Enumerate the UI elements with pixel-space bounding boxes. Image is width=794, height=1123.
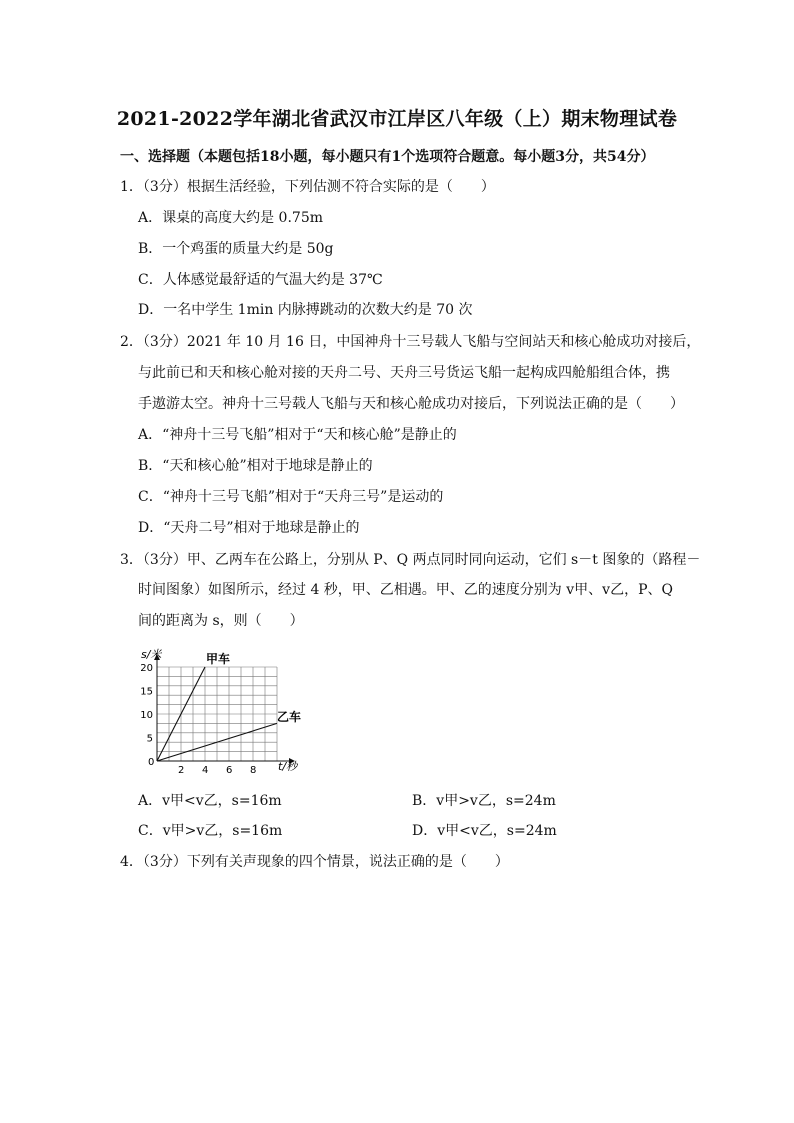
series-label-jia: 甲车 xyxy=(206,652,231,666)
question-2-line-3: 手遨游太空。神舟十三号载人飞船与天和核心舱成功对接后，下列说法正确的是（ ） xyxy=(138,396,684,412)
x-tick-label: 2 xyxy=(178,765,185,776)
section-heading: 一、选择题（本题包括18小题，每小题只有1个选项符合题意。每小题3分，共54分） xyxy=(120,149,655,165)
y-tick-label: 15 xyxy=(140,686,153,698)
question-4-stem: 4．（3分）下列有关声现象的四个情景，说法正确的是（ ） xyxy=(120,854,509,870)
question-3-option-b[interactable]: B．v甲>v乙，s=24m xyxy=(412,793,556,809)
question-1-option-a[interactable]: A．课桌的高度大约是 0.75m xyxy=(138,210,324,226)
question-1-option-d[interactable]: D．一名中学生 1min 内脉搏跳动的次数大约是 70 次 xyxy=(138,302,473,318)
question-1-option-b[interactable]: B．一个鸡蛋的质量大约是 50g xyxy=(138,241,334,257)
y-tick-label: 20 xyxy=(140,663,153,674)
question-2-option-a[interactable]: A．“神舟十三号飞船”相对于“天和核心舱”是静止的 xyxy=(138,427,457,443)
question-3-line-2: 时间图象）如图所示，经过 4 秒，甲、乙相遇。甲、乙的速度分别为 v甲、v乙，P、Q xyxy=(138,582,673,598)
question-2-line-1: 2．（3分）2021 年 10 月 16 日，中国神舟十三号载人飞船与空间站天和核心舱成功对接后， xyxy=(120,334,701,350)
chart-axes xyxy=(154,654,295,764)
s-t-graph xyxy=(125,642,325,782)
question-3-line-3: 间的距离为 s，则（ ） xyxy=(138,613,304,629)
x-tick-label: 0 xyxy=(148,757,155,768)
question-3-option-c[interactable]: C．v甲>v乙，s=16m xyxy=(138,823,283,839)
x-tick-label: 6 xyxy=(226,765,233,776)
y-tick-label: 10 xyxy=(140,710,153,721)
paper-title: 2021-2022学年湖北省武汉市江岸区八年级（上）期末物理试卷 xyxy=(116,108,678,130)
question-1-stem: 1．（3分）根据生活经验，下列估测不符合实际的是（ ） xyxy=(120,179,495,195)
question-3-option-d[interactable]: D．v甲<v乙，s=24m xyxy=(412,823,557,839)
chart-grid xyxy=(157,667,277,761)
series-label-yi: 乙车 xyxy=(277,710,302,724)
question-3-line-1: 3．（3分）甲、乙两车在公路上，分别从 P、Q 两点同时同向运动，它们 s－t 图象的（路程－ xyxy=(120,552,701,568)
question-2-option-c[interactable]: C．“神舟十三号飞船”相对于“天舟三号”是运动的 xyxy=(138,489,444,505)
question-1-option-c[interactable]: C．人体感觉最舒适的气温大约是 37℃ xyxy=(138,272,383,288)
y-tick-label: 5 xyxy=(146,733,153,745)
question-2-option-b[interactable]: B．“天和核心舱”相对于地球是静止的 xyxy=(138,458,373,474)
question-2-line-2: 与此前已和天和核心舱对接的天舟二号、天舟三号货运飞船一起构成四舱船组合体，携 xyxy=(138,365,670,381)
question-3-option-a[interactable]: A．v甲<v乙，s=16m xyxy=(138,793,282,809)
y-axis-label: s/米 xyxy=(141,648,162,661)
x-tick-label: 8 xyxy=(250,765,257,776)
question-2-option-d[interactable]: D．“天舟二号”相对于地球是静止的 xyxy=(138,520,360,536)
x-axis-label: t/秒 xyxy=(278,760,298,773)
x-tick-label: 4 xyxy=(202,765,209,776)
